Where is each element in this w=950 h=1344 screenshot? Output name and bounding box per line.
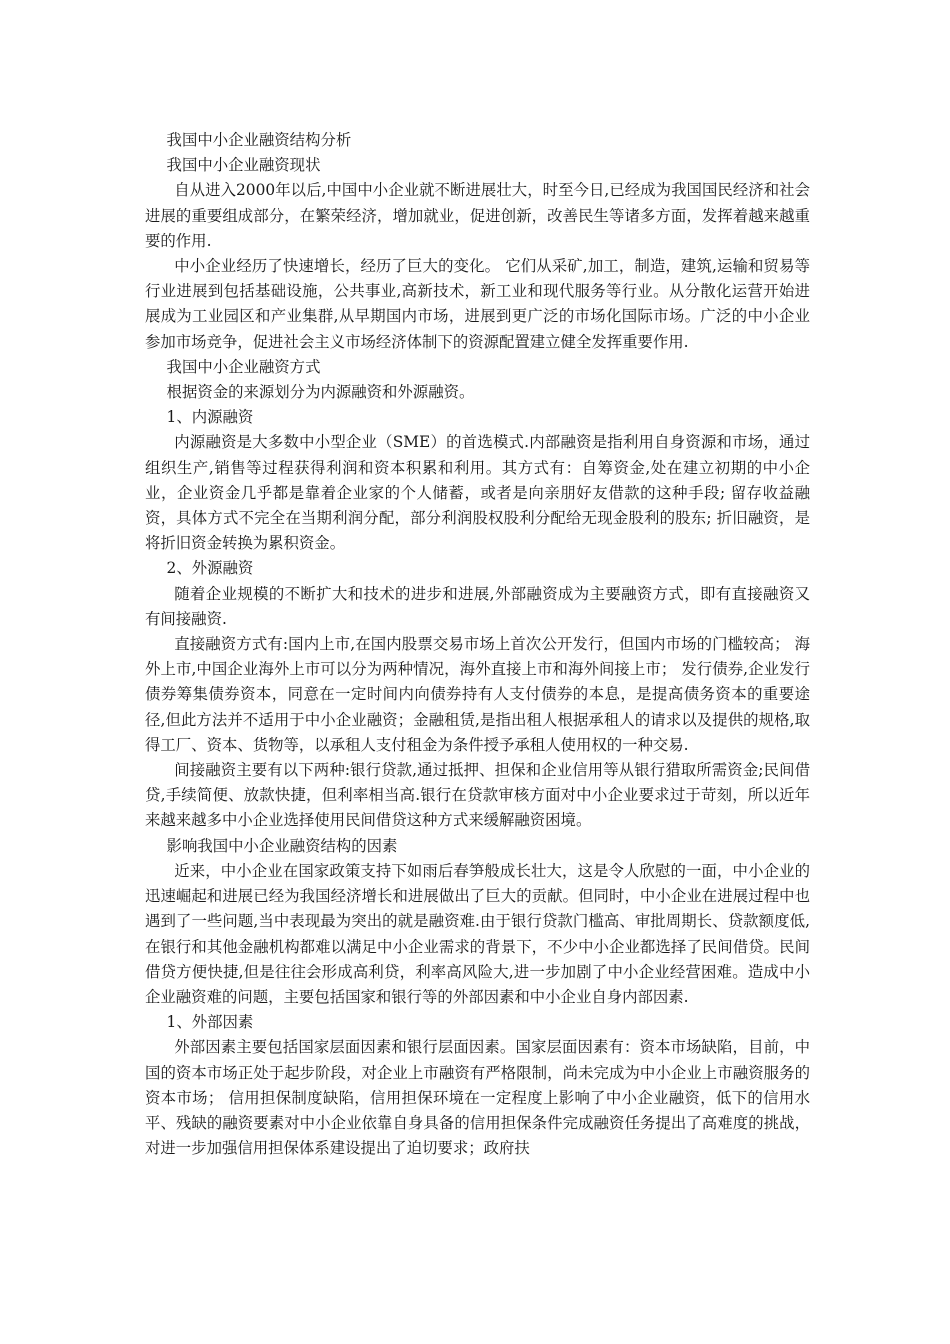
section-heading: 我国中小企业融资现状 xyxy=(166,156,321,175)
section-heading: 我国中小企业融资方式 xyxy=(166,357,321,376)
subsection-heading: 1、外部因素 xyxy=(166,1013,254,1032)
body-paragraph: 中小企业经历了快速增长，经历了巨大的变化。 它们从采矿,加工，制造，建筑,运输和贸易等行业进展到包括基础设施，公共事业,高新技术，新工业和现代服务等行业。从分散化运营开始进展成为工业园区和产业集群,从早期国内市场，进展到更广泛的市场化国际市场。广泛的中小企业参加市场竞争，促进社会主义市场经济体制下的资源配置建立健全发挥重要作用. xyxy=(145,257,810,351)
subsection-heading: 1、内源融资 xyxy=(166,408,254,427)
intro-line: 根据资金的来源划分为内源融资和外源融资。 xyxy=(166,383,475,402)
document-page xyxy=(145,128,810,1161)
body-paragraph: 自从进入2000年以后,中国中小企业就不断进展壮大，时至今日,已经成为我国国民经济和社会进展的重要组成部分，在繁荣经济，增加就业，促进创新，改善民生等诸多方面，发挥着越来越重要的作用. xyxy=(145,181,810,250)
body-paragraph: 外部因素主要包括国家层面因素和银行层面因素。国家层面因素有：资本市场缺陷，目前，中国的资本市场正处于起步阶段，对企业上市融资有严格限制，尚未完成为中小企业上市融资服务的资本市场； 信用担保制度缺陷，信用担保环境在一定程度上影响了中小企业融资，低下的信用水平、残缺的融资要素对中小企业依靠自身具备的信用担保条件完成融资任务提出了高难度的挑战，对进一步加强信用担保体系建设提出了迫切要求；政府扶 xyxy=(145,1038,810,1158)
subsection-heading: 2、外源融资 xyxy=(166,559,254,578)
section-heading: 影响我国中小企业融资结构的因素 xyxy=(166,836,398,855)
body-paragraph: 近来，中小企业在国家政策支持下如雨后春笋般成长壮大，这是令人欣慰的一面，中小企业的迅速崛起和进展已经为我国经济增长和进展做出了巨大的贡献。但同时，中小企业在进展过程中也遇到了一些问题,当中表现最为突出的就是融资难.由于银行贷款门槛高、审批周期长、贷款额度低,在银行和其他金融机构都难以满足中小企业需求的背景下，不少中小企业都选择了民间借贷。民间借贷方便快捷,但是往往会形成高利贷，利率高风险大,进一步加剧了中小企业经营困难。造成中小企业融资难的问题，主要包括国家和银行等的外部因素和中小企业自身内部因素. xyxy=(145,861,810,1006)
body-paragraph: 直接融资方式有:国内上市,在国内股票交易市场上首次公开发行，但国内市场的门槛较高； 海外上市,中国企业海外上市可以分为两种情况，海外直接上市和海外间接上市； 发行债券,企业发行债券筹集债券资本，同意在一定时间内向债券持有人支付债券的本息，是提高债务资本的重要途径,但此方法并不适用于中小企业融资；金融租赁,是指出租人根据承租人的请求以及提供的规格,取得工厂、资本、货物等，以承租人支付租金为条件授予承租人使用权的一种交易. xyxy=(145,635,810,754)
body-paragraph: 随着企业规模的不断扩大和技术的进步和进展,外部融资成为主要融资方式，即有直接融资又有间接融资. xyxy=(145,584,810,628)
body-paragraph: 内源融资是大多数中小型企业（SME）的首选模式.内部融资是指利用自身资源和市场，通过组织生产,销售等过程获得利润和资本积累和利用。其方式有：自筹资金,处在建立初期的中小企业，企业资金几乎都是靠着企业家的个人储蓄，或者是向亲朋好友借款的这种手段; 留存收益融资，具体方式不完全在当期利润分配，部分利润股权股利分配给无现金股利的股东; 折旧融资，是将折旧资金转换为累积资金。 xyxy=(145,433,810,553)
document-title: 我国中小企业融资结构分析 xyxy=(166,131,352,149)
body-paragraph: 间接融资主要有以下两种:银行贷款,通过抵押、担保和企业信用等从银行猎取所需资金;民间借贷,手续简便、放款快捷，但利率相当高.银行在贷款审核方面对中小企业要求过于苛刻，所以近年来越来越多中小企业选择使用民间借贷这种方式来缓解融资困境。 xyxy=(145,761,810,830)
